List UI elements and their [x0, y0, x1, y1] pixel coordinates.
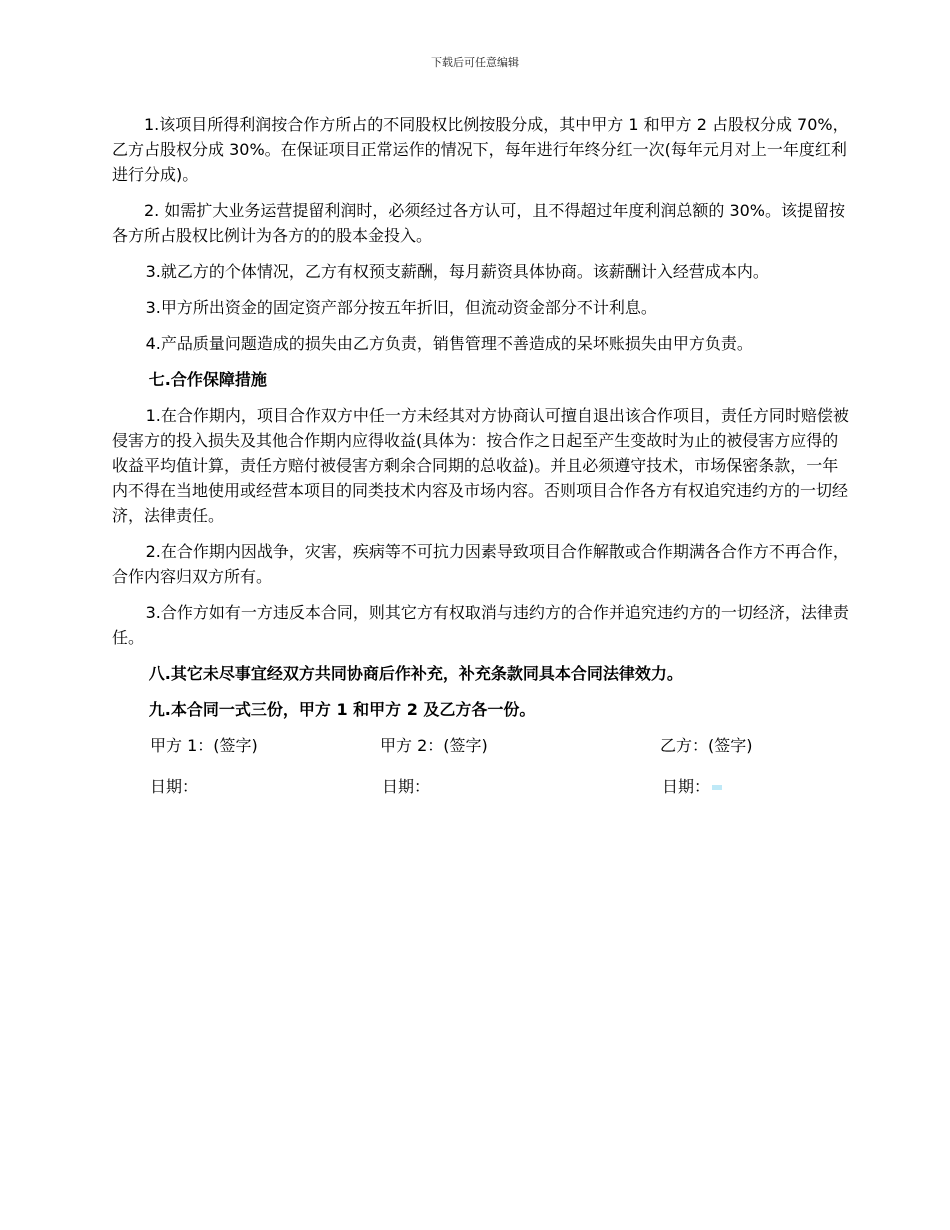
document-body	[112, 112, 852, 815]
text-cursor-highlight	[712, 785, 722, 790]
paragraph-loss-responsibility: 4.产品质量问题造成的损失由乙方负责，销售管理不善造成的呆坏账损失由甲方负责。	[145, 334, 753, 353]
section-heading-8: 八.其它未尽事宜经双方共同协商后作补充，补充条款同具本合同法律效力。	[148, 664, 683, 683]
date-row	[112, 774, 852, 799]
party-b-signature: 乙方：(签字)	[660, 736, 753, 755]
section-heading-7: 七.合作保障措施	[148, 370, 267, 389]
section7-item-1: 1.在合作期内，项目合作双方中任一方未经其对方协商认可擅自退出该合作项目，责任方同时赔偿被侵害方的投入损失及其他合作期内应得收益(具体为：按合作之日起至产生变故时为止的被侵害方应得的收益平均值计算，责任方赔付被侵害方剩余合同期的总收益)。并且必须遵守技术，市场保密条款，一年内不得在当地使用或经营本项目的同类技术内容及市场内容。否则项目合作各方有权追究违约方的一切经济，法律责任。	[112, 406, 849, 525]
page-header-note: 下载后可任意编辑	[431, 56, 519, 69]
party-a1-signature: 甲方 1：(签字)	[150, 736, 258, 755]
party-a2-signature: 甲方 2：(签字)	[380, 736, 488, 755]
section-heading-9: 九.本合同一式三份，甲方 1 和甲方 2 及乙方各一份。	[148, 700, 536, 719]
section7-item-3: 3.合作方如有一方违反本合同，则其它方有权取消与违约方的合作并追究违约方的一切经济，法律责任。	[112, 603, 849, 647]
paragraph-depreciation: 3.甲方所出资金的固定资产部分按五年折旧，但流动资金部分不计利息。	[145, 298, 657, 317]
section7-item-2: 2.在合作期内因战争，灾害，疾病等不可抗力因素导致项目合作解散或合作期满各合作方不再合作，合作内容归双方所有。	[112, 542, 849, 586]
paragraph-salary: 3.就乙方的个体情况，乙方有权预支薪酬，每月薪资具体协商。该薪酬计入经营成本内。	[145, 262, 769, 281]
signature-row	[112, 733, 852, 758]
party-a1-date: 日期：	[150, 777, 199, 796]
party-b-date: 日期：	[662, 777, 711, 796]
paragraph-profit-sharing: 1.该项目所得利润按合作方所占的不同股权比例按股分成，其中甲方 1 和甲方 2 占股权分成 70%，乙方占股权分成 30%。在保证项目正常运作的情况下，每年进行年终分红一次(每年元月对上一年度红利进行分成)。	[112, 115, 849, 184]
paragraph-retained-profit: 2. 如需扩大业务运营提留利润时，必须经过各方认可，且不得超过年度利润总额的 30%。该提留按各方所占股权比例计为各方的的股本金投入。	[112, 201, 846, 245]
party-a2-date: 日期：	[382, 777, 431, 796]
party-b-date-wrap	[662, 774, 722, 799]
